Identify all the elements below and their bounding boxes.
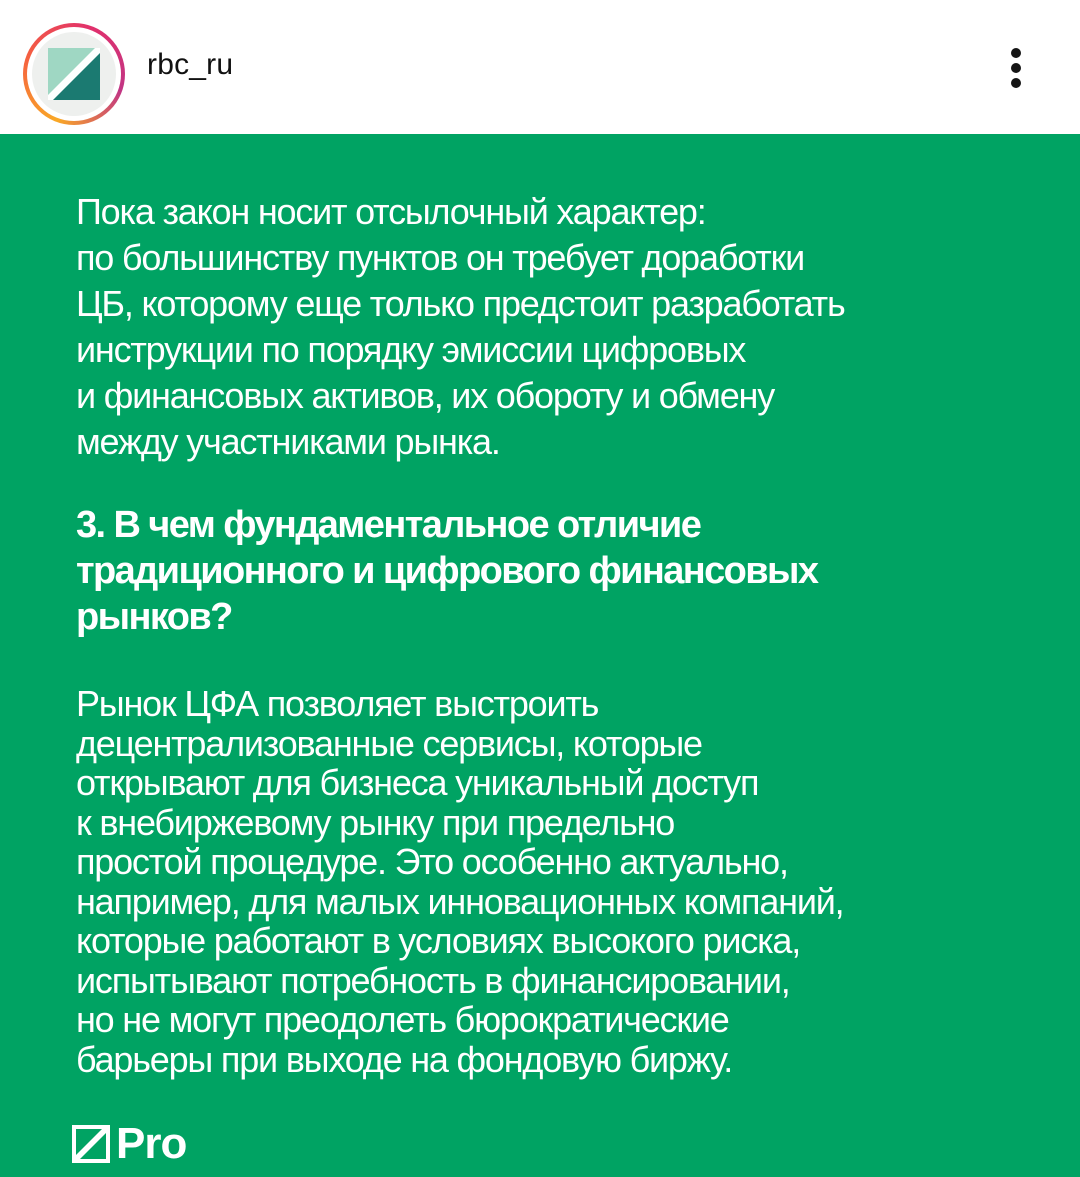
rbc-pro-mark-icon — [72, 1125, 110, 1163]
post-header — [0, 0, 1080, 134]
more-vertical-icon[interactable] — [1000, 44, 1032, 92]
pro-label: Pro — [116, 1119, 187, 1168]
rbc-pro-logo — [72, 1119, 187, 1168]
section-heading: 3. В чем фундаментальное отличие традиционного и цифрового финансовых рынков? — [76, 504, 818, 638]
username[interactable]: rbc_ru — [147, 48, 234, 81]
avatar-border — [27, 27, 121, 121]
post-image — [0, 134, 1080, 1177]
rbc-logo-icon — [48, 48, 100, 100]
paragraph-answer: Рынок ЦФА позволяет выстроить децентрализованные сервисы, которые открывают для бизнеса уникальный доступ к внебиржевому рынку при предельно простой процедуре. Это особенно актуально, например, для малых инновационных компаний, которые работают в условиях высокого риска, испытывают потребность в финансировании, но не могут преодолеть бюрократические барьеры при выходе на фондовую биржу. — [76, 683, 844, 1080]
story-ring[interactable] — [23, 23, 125, 125]
paragraph-intro: Пока закон носит отсылочный характер: по большинству пунктов он требует доработки ЦБ, которому еще только предстоит разработать инструкции по порядку эмиссии цифровых и финансовых активов, их обороту и обмену между участниками рынка. — [76, 191, 845, 462]
avatar[interactable] — [32, 32, 116, 116]
